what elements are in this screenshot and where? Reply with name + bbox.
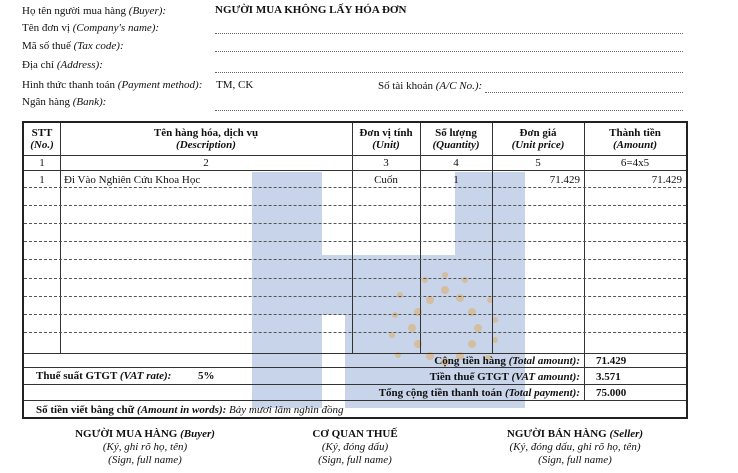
company-name-line [22,19,159,37]
buyer-signature-line2: (Sign, full name) [108,454,182,466]
tax-code-line [22,37,124,55]
seller-signature-title: NGƯỜI BÁN HÀNG [506,428,610,440]
vat-rate-label: Thuế suất GTGT (VAT rate): [36,370,172,382]
address-label: Địa chỉ [22,59,57,71]
index-cell: 6=4x5 [620,157,650,169]
seller-signature-line2: (Sign, full name) [538,454,612,466]
buyer-signature-line1: (Ký, ghi rõ họ, tên) [102,441,188,453]
header-unit-price: Đơn giá (Unit price) [511,127,565,151]
bank-dotted-line [215,110,683,111]
tax-code-label: Mã số thuế [22,40,74,52]
payment-method-label-en: (Payment method): [117,79,203,91]
row-unit-price: 71.429 [549,174,580,186]
amount-in-words-label: Số tiền viết bằng chữ [36,404,138,416]
bank-label: Ngân hàng [22,96,73,108]
row-unit: Cuốn [374,174,398,186]
buyer-signature-title: NGƯỜI MUA HÀNG [75,428,181,440]
total-payment-value: 75.000 [596,387,627,399]
row-no: 1 [39,174,45,186]
account-label: Số tài khoản [378,80,436,92]
seller-signature-line1: (Ký, đóng dấu, ghi rõ họ, tên) [509,441,641,453]
total-amount-label: Cộng tiền hàng (Total amount): [434,355,580,367]
header-quantity: Số lượng (Quantity) [432,127,480,151]
buyer-name-line [22,2,166,20]
vat-amount-value: 3.571 [596,371,621,383]
bank-line [22,93,106,111]
header-unit: Đơn vị tính (Unit) [359,127,413,151]
index-cell: 2 [203,157,209,169]
payment-method-label: Hình thức thanh toán [22,79,118,91]
tax-code-dotted-line [215,51,683,52]
header-no: STT (No.) [30,127,54,151]
payment-method-value: TM, CK [216,79,254,91]
bank-label-en: (Bank): [72,96,107,108]
index-cell: 1 [39,157,45,169]
payment-method-line [22,76,202,94]
company-name-label-en: (Company's name): [72,22,160,34]
address-label-en: (Address): [56,59,103,71]
vat-rate-value: 5% [198,370,215,382]
buyer-signature-block: NGƯỜI MUA HÀNG (Buyer) (Ký, ghi rõ họ, tên) (Sign, full name) [45,428,245,467]
account-label-en: (A/C No.): [435,80,483,92]
row-amount: 71.429 [651,174,682,186]
address-line [22,56,103,74]
address-dotted-line [215,72,683,73]
seller-signature-block: NGƯỜI BÁN HÀNG (Seller) (Ký, đóng dấu, ghi rõ họ, tên) (Sign, full name) [455,428,695,467]
tax-office-signature-block [265,428,445,467]
total-amount-value: 71.429 [596,355,627,367]
tax-office-signature-line1: (Ký, đóng dấu) [321,441,389,453]
vat-amount-label: Tiền thuế GTGT (VAT amount): [429,371,580,383]
account-dotted-line [485,92,683,93]
buyer-name-label: Họ tên người mua hàng [22,5,129,17]
company-name-dotted-line [215,33,683,34]
tax-code-label-en: (Tax code): [73,40,124,52]
company-name-label: Tên đơn vị [22,22,73,34]
amount-in-words-label-en: (Amount in words): [137,404,227,416]
header-description: Tên hàng hóa, dịch vụ (Description) [153,127,259,151]
row-quantity: 1 [453,174,459,186]
index-cell: 3 [383,157,389,169]
account-line [378,77,482,95]
tax-office-signature-title: CƠ QUAN THUẾ [312,428,398,440]
amount-in-words-value: Bảy mươi lăm nghìn đồng [229,404,344,416]
buyer-name-value: NGƯỜI MUA KHÔNG LẤY HÓA ĐƠN [215,4,407,16]
total-payment-label: Tổng cộng tiền thanh toán (Total payment): [378,387,580,399]
row-description: Đi Vào Nghiên Cứu Khoa Học [64,174,201,186]
index-cell: 4 [453,157,459,169]
invoice-table [22,121,688,419]
header-amount: Thành tiền (Amount) [609,127,661,151]
tax-office-signature-line2: (Sign, full name) [318,454,392,466]
buyer-name-label-en: (Buyer): [128,5,167,17]
amount-in-words [36,404,344,416]
index-cell: 5 [535,157,541,169]
